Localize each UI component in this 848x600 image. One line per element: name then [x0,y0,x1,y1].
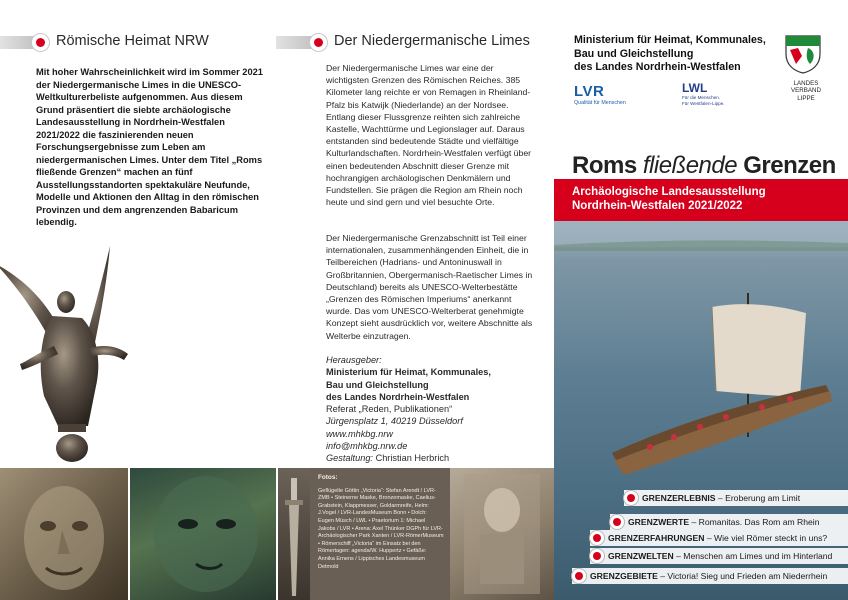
lwl-tagline: Für die Menschen. [682,95,721,100]
stone-mask-photo [0,468,128,600]
theme-key: GRENZWERTE [628,517,690,527]
lwl-logo-text: LWL [682,81,708,95]
publisher-web-link[interactable]: www.mhkbg.nrw [326,428,393,439]
publisher-label: Herausgeber: [326,355,382,365]
lvr-tagline: Qualität für Menschen [574,100,626,106]
subtitle-line: Nordrhein-Westfalen 2021/2022 [572,200,743,212]
theme-text: – Wie viel Römer steckt in uns? [706,533,828,543]
bullet-dot-icon [310,34,327,51]
panel-middle [276,0,554,600]
lippe-line: VERBAND [791,87,821,95]
theme-grenzerfahrungen [590,530,848,546]
theme-key: GRENZERFAHRUNGEN [608,533,705,543]
design-label: Gestaltung: [326,453,373,464]
ministry-line: Bau und Gleichstellung [574,47,694,60]
dagger-photo [278,468,310,600]
theme-grenzerlebnis [624,490,848,506]
ministry-line: Ministerium für Heimat, Kommunales, [574,34,766,46]
title-part: Roms [572,152,643,179]
ministry-name [574,34,774,75]
heading-niedergermanischer-limes [276,33,554,53]
nrw-coat-of-arms-icon [784,34,822,74]
limes-paragraph-2: Der Niedergermanische Grenzabschnitt ist Teil einer internationalen, zusammenhängenden Einheit, die in Teilbereichen (Hadrians- und Antoninuswall in Großbritannien, Obergermanisch-Raetischer Limes in Deutschland) bereits als UNESCO-Welterbestätte „Grenzen des Römischen Imperiums“ anerkannt wurde. Das vom UNESCO-Welterberat genehmigte Konzept sieht ausdrücklich vor, weitere Abschnitte als Welterbe einzutragen. [326,233,533,341]
publisher-address: Jürgensplatz 1, 40219 Düsseldorf [326,416,463,427]
theme-text: – Menschen am Limes und im Hinterland [676,551,833,561]
lwl-logo [682,82,744,110]
title-part: Grenzen [737,152,836,179]
panel-left [0,0,276,600]
section-title: Römische Heimat NRW [56,33,209,49]
main-title [572,152,836,180]
publisher-name-line: des Landes Nordrhein-Westfalen [326,391,470,402]
credits-text: Geflügelte Göttin „Victoria“: Stefan Arendt / LVR-ZMB • Steinerne Maske, Bronzemaske, Caelius-Grabstein, Klappmesser, Goldarmreife, Helm: J.Vogel / LVR-LandesMuseum Bonn • Dolch: Eugen Müsch / LWL • Praetorium 1: Michael Jakobs / LVR • Arena: Axel Thünker DGPh für LVR-Archäologischer Park Xanten / LVR-RömerMuseum • Römerschiff „Victoria“ im Einsatz bei den Römertagen: agenda/W. Huppertz • Gefäße: Annika Ernens / Lippisches Landesmuseum Detmold [318,487,444,570]
caelius-gravestone-photo [450,468,554,600]
bullet-dot-icon [590,549,604,563]
bullet-dot-icon [624,491,638,505]
subtitle-line: Archäologische Landesausstellung [572,186,766,198]
theme-key: GRENZGEBIETE [590,571,658,581]
title-emphasis: fließende [642,152,738,179]
bronze-helmet-photo [130,468,276,600]
lippe-line: LIPPE [797,94,815,102]
theme-grenzgebiete [572,568,848,584]
ministry-line: des Landes Nordrhein-Westfalen [574,61,741,74]
publisher-email-link[interactable]: info@mhkbg.nrw.de [326,441,408,452]
photo-credits [310,468,450,600]
theme-text: – Eroberung am Limit [717,493,801,503]
bullet-dot-icon [610,515,624,529]
bullet-dot-icon [590,531,604,545]
lvr-logo [574,84,636,110]
subtitle-banner [554,179,848,221]
publisher-dept: Referat „Reden, Publikationen“ [326,404,453,415]
theme-key: GRENZWELTEN [608,551,674,561]
bullet-dot-icon [572,569,586,583]
design-name: Christian Herbrich [375,453,450,464]
intro-text: Mit hoher Wahrscheinlichkeit wird im Sommer 2021 der Niedergermanische Limes in die UNESCO-Weltkulturerbeliste aufgenommen. Aus diesem Grund präsentiert die siebte archäologische Landesausstellung in Nordrhein-Westfalen 2021/2022 die faszinierenden neuen Forschungsergebnisse zum Leben am niedergermanischen Limes. Unter dem Titel „Roms fließende Grenzen“ machen an fünf Ausstellungsstandorten spektakuläre Neufunde, Modelle und Aktionen den Alltag in den römischen Provinzen und dem angrenzenden Babaricum lebendig. [36,67,263,227]
section-title: Der Niedergermanische Limes [334,33,530,49]
publisher-name-line: Ministerium für Heimat, Kommunales, [326,367,491,378]
publisher-block [326,354,538,465]
lwl-tagline: Für Westfalen-Lippe. [682,101,725,106]
lippe-line: LANDES [793,80,819,87]
heading-roemische-heimat [0,33,276,53]
landesverband-lippe-logo [786,80,826,110]
theme-text: – Victoria! Sieg und Frieden am Niederrhein [660,571,828,581]
theme-grenzwerte [610,514,848,530]
theme-grenzwelten [590,548,848,564]
credits-title: Fotos: [318,474,338,481]
limes-paragraph-1: Der Niedergermanische Limes war eine der wichtigsten Grenzen des Römischen Reiches. 385 Kilometer lang reichte er von Remagen in Rheinland-Pfalz bis Katwijk (Niederlande) an der Nordsee. Entlang dieser Flussgrenze reihten sich zahlreiche Kastelle, Wachttürme und Legionslager auf. Daraus entstanden sind bedeutende Städte und vielfältige Kulturlandschaften. Nordrhein-Westfalen verfügt über einen bedeutenden Abschnitt dieser Grenze mit hochrangigen archäologischen Denkmälern und Fundstellen. Sie prägen die Region am Rhein noch heute und sind gern und viel besuchte Orte. [326,63,532,208]
lvr-logo-text: LVR [574,83,605,100]
victoria-statue-photo [0,236,276,468]
publisher-name-line: Bau und Gleichstellung [326,379,429,390]
panel-right-cover [554,0,848,600]
theme-key: GRENZERLEBNIS [642,493,716,503]
design-credit [326,452,538,464]
theme-text: – Romanitas. Das Rom am Rhein [691,517,820,527]
bullet-dot-icon [32,34,49,51]
